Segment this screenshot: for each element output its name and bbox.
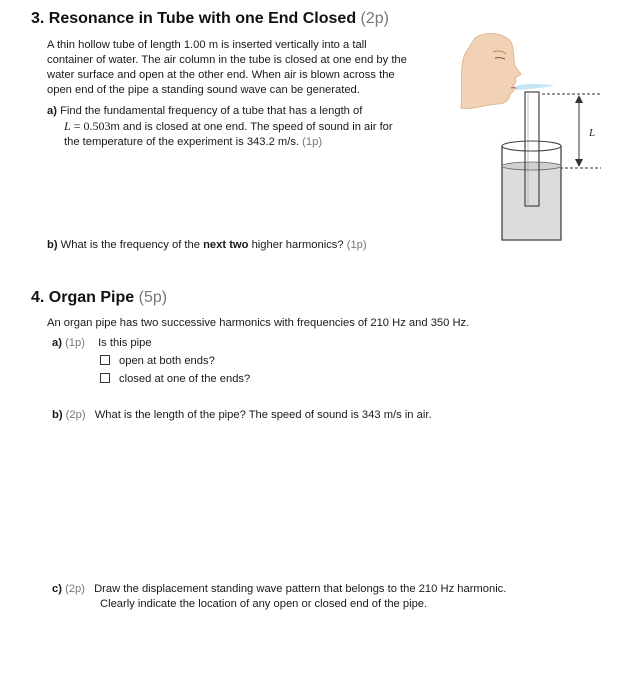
q4c-line2: Clearly indicate the location of any open or closed end of the pipe.: [100, 598, 428, 610]
q4a-question: Is this pipe: [98, 337, 152, 349]
q3b-label: b): [47, 239, 58, 251]
air-stream-icon: [515, 84, 555, 90]
q4a-option-open[interactable]: [100, 354, 215, 369]
q4c-label: c): [52, 583, 62, 595]
q3a-equation: = 0.503: [70, 119, 111, 133]
length-label: L: [589, 127, 596, 139]
q3-intro: [47, 38, 447, 98]
q4-heading: [31, 289, 167, 307]
water: [502, 166, 561, 240]
q3a-line1: Find the fundamental frequency of a tube that has a length of: [60, 105, 363, 117]
q3-number: 3.: [31, 10, 45, 27]
q3a-unit: m: [110, 121, 120, 133]
q4a-block: [52, 336, 152, 351]
q4a-option-closed[interactable]: [100, 372, 250, 387]
q3-title: Resonance in Tube with one End Closed: [48, 10, 357, 27]
q3a-line3: the temperature of the experiment is 343.2 m/s.: [64, 136, 300, 148]
q4-points: (5p): [138, 289, 168, 306]
checkbox-icon[interactable]: [100, 355, 110, 365]
q3-intro-line: water surface and open at the other end. When air is blown across the: [47, 69, 395, 81]
q4c-line1: Draw the displacement standing wave pattern that belongs to the 210 Hz harmonic.: [94, 583, 507, 595]
q4a-option-label: closed at one of the ends?: [119, 373, 251, 385]
q4c-block: [52, 582, 506, 597]
q4a-option-label: open at both ends?: [119, 355, 215, 367]
q3a-label: a): [47, 105, 57, 117]
q3b-text-after: higher harmonics?: [251, 239, 344, 251]
q4a-label: a): [52, 337, 62, 349]
q3-intro-line: open end of the pipe a standing sound wave can be generated.: [47, 84, 360, 96]
q3-intro-line: container of water. The air column in the tube is closed at one end by the: [47, 54, 407, 66]
q3b-text-before: What is the frequency of the: [60, 239, 200, 251]
q4-intro: An organ pipe has two successive harmonics with frequencies of 210 Hz and 350 Hz.: [47, 317, 470, 329]
q3a-points: (1p): [302, 136, 323, 148]
q3a-block: [47, 104, 447, 150]
q3b-points: (1p): [346, 239, 367, 251]
q3b-block: [47, 238, 367, 253]
q4b-block: [52, 408, 432, 423]
q3a-variable-L: L: [64, 119, 71, 133]
q4a-points: (1p): [65, 337, 85, 349]
q3-points: (2p): [360, 10, 389, 27]
q4c-points: (2p): [65, 583, 85, 595]
q3-intro-line: A thin hollow tube of length 1.00 m is inserted vertically into a tall: [47, 39, 367, 51]
q4b-question: What is the length of the pipe? The speed of sound is 343 m/s in air.: [94, 409, 432, 421]
checkbox-icon[interactable]: [100, 373, 110, 383]
q3a-line2-rest: and is closed at one end. The speed of sound in air for: [119, 121, 393, 133]
q4b-points: (2p): [65, 409, 86, 421]
q3b-text-bold: next two: [203, 239, 249, 251]
resonance-tube-figure: [455, 28, 615, 248]
q4b-label: b): [52, 409, 63, 421]
q4-number: 4.: [31, 289, 45, 306]
q3-heading: [31, 10, 389, 28]
q4-title: Organ Pipe: [48, 289, 135, 306]
face-illustration: [461, 33, 521, 108]
